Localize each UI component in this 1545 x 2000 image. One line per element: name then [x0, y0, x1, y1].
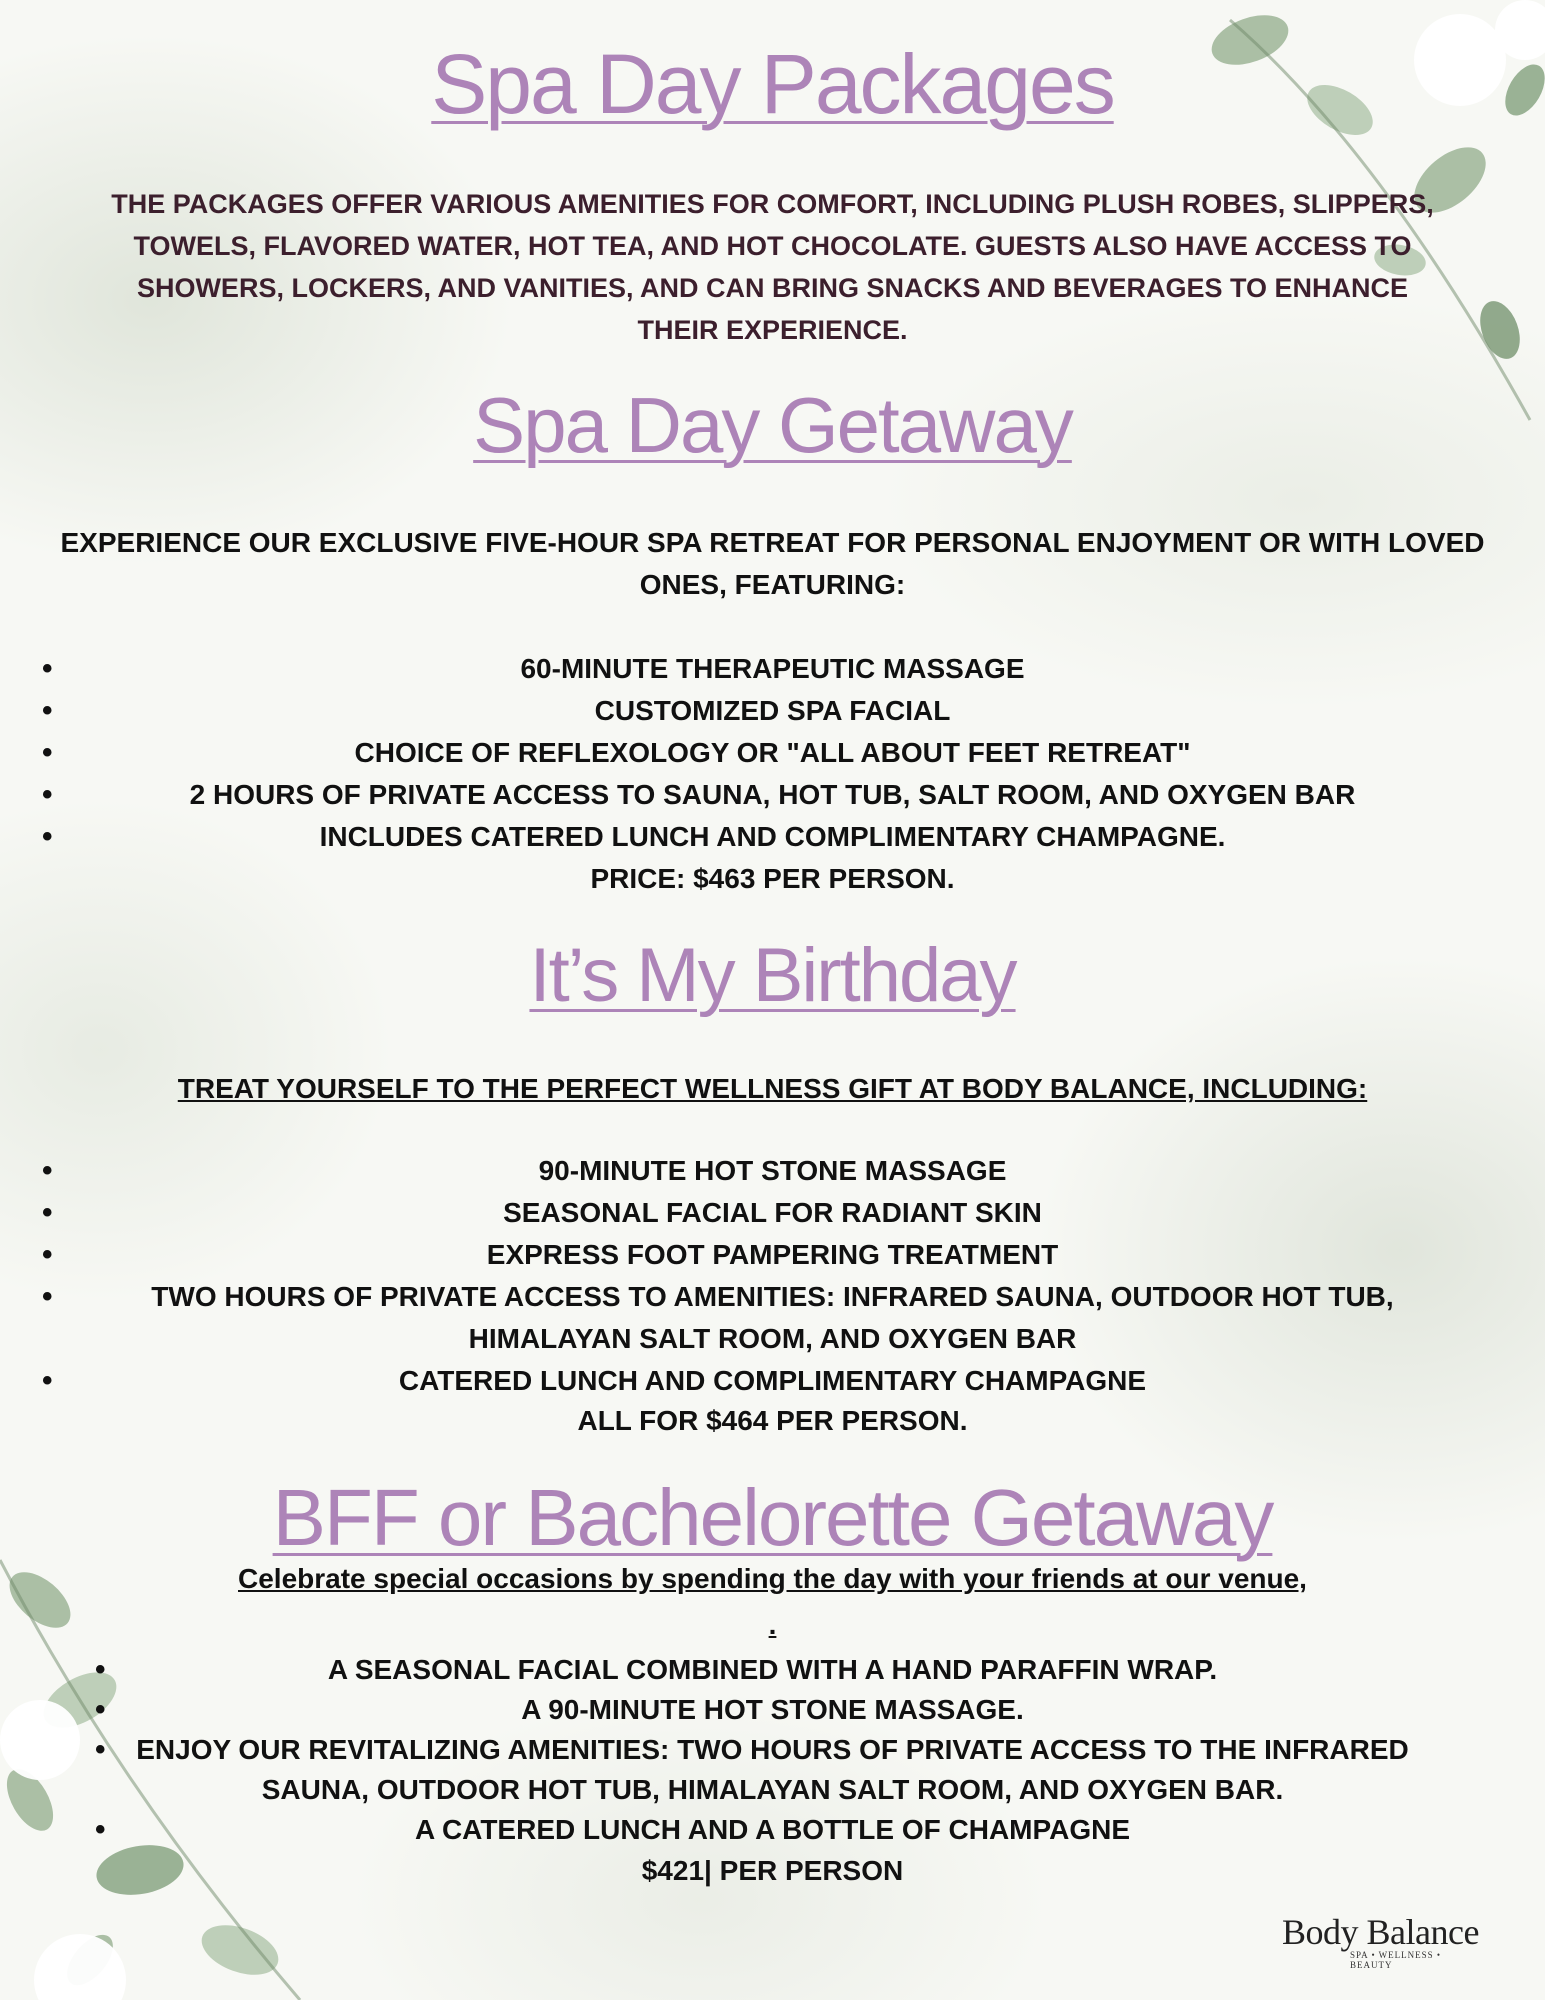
getaway-list	[0, 648, 1545, 858]
list-item: • ENJOY OUR REVITALIZING AMENITIES: TWO HOURS OF PRIVATE ACCESS TO THE INFRARED SAUNA, OUTDOOR HOT TUB, HIMALAYAN SALT ROOM, AND OXYGEN BAR.	[0, 1730, 1545, 1810]
bff-price: $421| PER PERSON	[641, 1855, 904, 1886]
birthday-title: It’s My Birthday	[529, 933, 1016, 1018]
list-item: • A 90-MINUTE HOT STONE MASSAGE.	[0, 1690, 1545, 1730]
list-item: • SEASONAL FACIAL FOR RADIANT SKIN	[0, 1192, 1545, 1234]
getaway-title: Spa Day Getaway	[473, 381, 1072, 469]
birthday-price: ALL FOR $464 PER PERSON.	[577, 1405, 968, 1436]
logo-name: Body Balance	[1282, 1912, 1479, 1952]
birthday-list	[0, 1150, 1545, 1402]
list-item: • 2 HOURS OF PRIVATE ACCESS TO SAUNA, HOT TUB, SALT ROOM, AND OXYGEN BAR	[0, 774, 1545, 816]
list-item: • 60-MINUTE THERAPEUTIC MASSAGE	[0, 648, 1545, 690]
body-balance-logo	[1282, 1912, 1482, 1972]
birthday-description: TREAT YOURSELF TO THE PERFECT WELLNESS GIFT AT BODY BALANCE, INCLUDING:	[177, 1073, 1368, 1104]
getaway-description: EXPERIENCE OUR EXCLUSIVE FIVE-HOUR SPA RETREAT FOR PERSONAL ENJOYMENT OR WITH LOVED ONES, FEATURING:	[60, 527, 1485, 600]
list-item: • A CATERED LUNCH AND A BOTTLE OF CHAMPAGNE	[0, 1810, 1545, 1850]
bff-description-period: .	[768, 1609, 777, 1640]
list-item: • CATERED LUNCH AND COMPLIMENTARY CHAMPAGNE	[0, 1360, 1545, 1402]
list-item: • TWO HOURS OF PRIVATE ACCESS TO AMENITIES: INFRARED SAUNA, OUTDOOR HOT TUB, HIMALAYAN SALT ROOM, AND OXYGEN BAR	[0, 1276, 1545, 1360]
getaway-price: PRICE: $463 PER PERSON.	[590, 863, 955, 894]
bff-list	[0, 1650, 1545, 1850]
list-item: • CUSTOMIZED SPA FACIAL	[0, 690, 1545, 732]
list-item: • A SEASONAL FACIAL COMBINED WITH A HAND PARAFFIN WRAP.	[0, 1650, 1545, 1690]
list-item: • CHOICE OF REFLEXOLOGY OR "ALL ABOUT FEET RETREAT"	[0, 732, 1545, 774]
intro-paragraph: THE PACKAGES OFFER VARIOUS AMENITIES FOR COMFORT, INCLUDING PLUSH ROBES, SLIPPERS, TOWELS, FLAVORED WATER, HOT TEA, AND HOT CHOCOLATE. GUESTS ALSO HAVE ACCESS TO SHOWERS, LOCKERS, AND VANITIES, AND CAN BRING SNACKS AND BEVERAGES TO ENHANCE THEIR EXPERIENCE.	[111, 189, 1434, 345]
bff-title: BFF or Bachelorette Getaway	[272, 1473, 1273, 1562]
list-item: • 90-MINUTE HOT STONE MASSAGE	[0, 1150, 1545, 1192]
bff-description: Celebrate special occasions by spending the day with your friends at our venue,	[238, 1563, 1307, 1594]
page-title: Spa Day Packages	[431, 37, 1114, 131]
list-item: • INCLUDES CATERED LUNCH AND COMPLIMENTARY CHAMPAGNE.	[0, 816, 1545, 858]
list-item: • EXPRESS FOOT PAMPERING TREATMENT	[0, 1234, 1545, 1276]
logo-tagline: SPA • WELLNESS • BEAUTY	[1350, 1950, 1442, 1970]
